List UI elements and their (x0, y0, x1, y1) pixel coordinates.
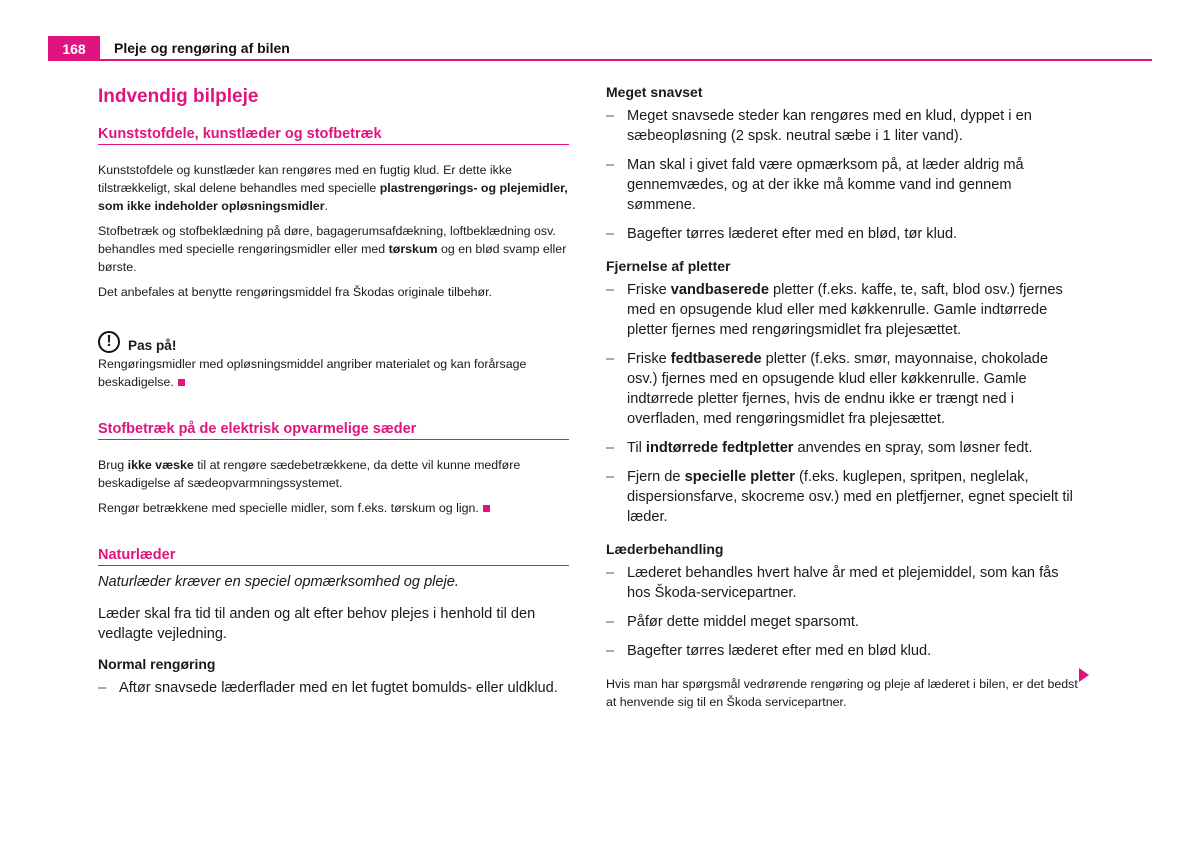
paragraph-heated-seats-2: Rengør betrækkene med specielle midler, som f.eks. tørskum og lign. (98, 499, 569, 517)
section-heading-leather: Naturlæder (98, 547, 569, 566)
list-item: – Fjern de specielle pletter (f.eks. kuglepen, spritpen, neglelak, dispersionsfarve, skocreme osv.) med en pletfjerner, egnet specielt til læder. (606, 467, 1080, 527)
header-rule (48, 59, 1152, 61)
list-item: – Meget snavsede steder kan rengøres med en klud, dyppet i en sæbeopløsning (2 spsk. neutral sæbe i 1 liter vand). (606, 106, 1080, 146)
section-heading-plastics: Kunststofdele, kunstlæder og stofbetræk (98, 126, 569, 145)
page-title: Indvendig bilpleje (98, 86, 259, 107)
right-column (606, 84, 1080, 718)
list-item: – Man skal i givet fald være opmærksom på, at læder aldrig må gennemvædes, og at der ikke må komme vand ind gennem sømmene. (606, 155, 1080, 215)
list-normal-cleaning (98, 678, 569, 698)
next-page-arrow-icon (1079, 668, 1089, 682)
list-item: – Til indtørrede fedtpletter anvendes en spray, som løsner fedt. (606, 438, 1080, 458)
caution-label: Pas på! (128, 338, 177, 353)
footnote-text: Hvis man har spørgsmål vedrørende rengøring og pleje af læderet i bilen, er det bedst at henvende sig til en Škoda servicepartner. (606, 677, 1078, 709)
list-item: – Friske fedtbaserede pletter (f.eks. smør, mayonnaise, chokolade osv.) fjernes med en opsugende klud eller køkkenrulle. Gamle indtørrede pletter fjernes, hvis de endnu ikke er trængt ned i overfladen, med rengøringsmidlet fra plejesættet. (606, 349, 1080, 429)
paragraph-plastics-1: Kunststofdele og kunstlæder kan rengøres med en fugtig klud. Er dette ikke tilstrækkeligt, skal delene behandles med specielle plastrengørings- og plejemidler, som ikke indeholder opløsningsmidler. (98, 163, 568, 213)
end-square-icon (178, 379, 185, 386)
page-header (48, 36, 1152, 62)
paragraph-leather-1: Læder skal fra tid til anden og alt efter behov plejes i henhold til den vedlagte vejledning. (98, 606, 536, 642)
leather-lead: Naturlæder kræver en speciel opmærksomhed og pleje. (98, 574, 459, 590)
section-heading-heated-seats: Stofbetræk på de elektrisk opvarmelige sæder (98, 421, 569, 440)
caution-box (98, 331, 569, 391)
list-item: – Påfør dette middel meget sparsomt. (606, 612, 1080, 632)
list-item: – Friske vandbaserede pletter (f.eks. kaffe, te, saft, blod osv.) fjernes med en opsugende klud eller med køkkenrulle. Gamle indtørrede pletter fjernes med rengøringsmidlet fra plejesættet. (606, 280, 1080, 340)
paragraph-heated-seats-1: Brug ikke væske til at rengøre sædebetrækkene, da dette vil kunne medføre beskadigelse af sædeopvarmningssystemet. (98, 458, 521, 490)
list-item: – Bagefter tørres læderet efter med en blød klud. (606, 641, 1080, 661)
end-square-icon (483, 505, 490, 512)
list-item: – Bagefter tørres læderet efter med en blød, tør klud. (606, 224, 1080, 244)
subheading-stain-removal: Fjernelse af pletter (606, 258, 731, 274)
subheading-leather-care: Læderbehandling (606, 541, 724, 557)
exclamation-icon: ! (98, 331, 120, 353)
page-number: 168 (48, 36, 100, 60)
list-stain-removal (606, 280, 1080, 527)
list-item: – Læderet behandles hvert halve år med et plejemiddel, som kan fås hos Škoda-servicepartner. (606, 563, 1080, 603)
list-very-dirty (606, 106, 1080, 244)
caution-text: Rengøringsmidler med opløsningsmiddel angriber materialet og kan forårsage beskadigelse. (98, 357, 527, 389)
caution-header (98, 331, 569, 353)
chapter-title: Pleje og rengøring af bilen (114, 40, 290, 56)
list-leather-care (606, 563, 1080, 661)
paragraph-plastics-3: Det anbefales at benytte rengøringsmiddel fra Škodas originale tilbehør. (98, 285, 492, 299)
paragraph-plastics-2: Stofbetræk og stofbeklædning på døre, bagagerumsafdækning, loftbeklædning osv. behandles med specielle rengøringsmidler eller med tørskum og en blød svamp eller børste. (98, 224, 567, 274)
list-item: – Aftør snavsede læderflader med en let fugtet bomulds- eller uldklud. (98, 678, 569, 698)
left-column (98, 84, 569, 712)
subheading-normal-cleaning: Normal rengøring (98, 656, 216, 672)
subheading-very-dirty: Meget snavset (606, 84, 703, 100)
